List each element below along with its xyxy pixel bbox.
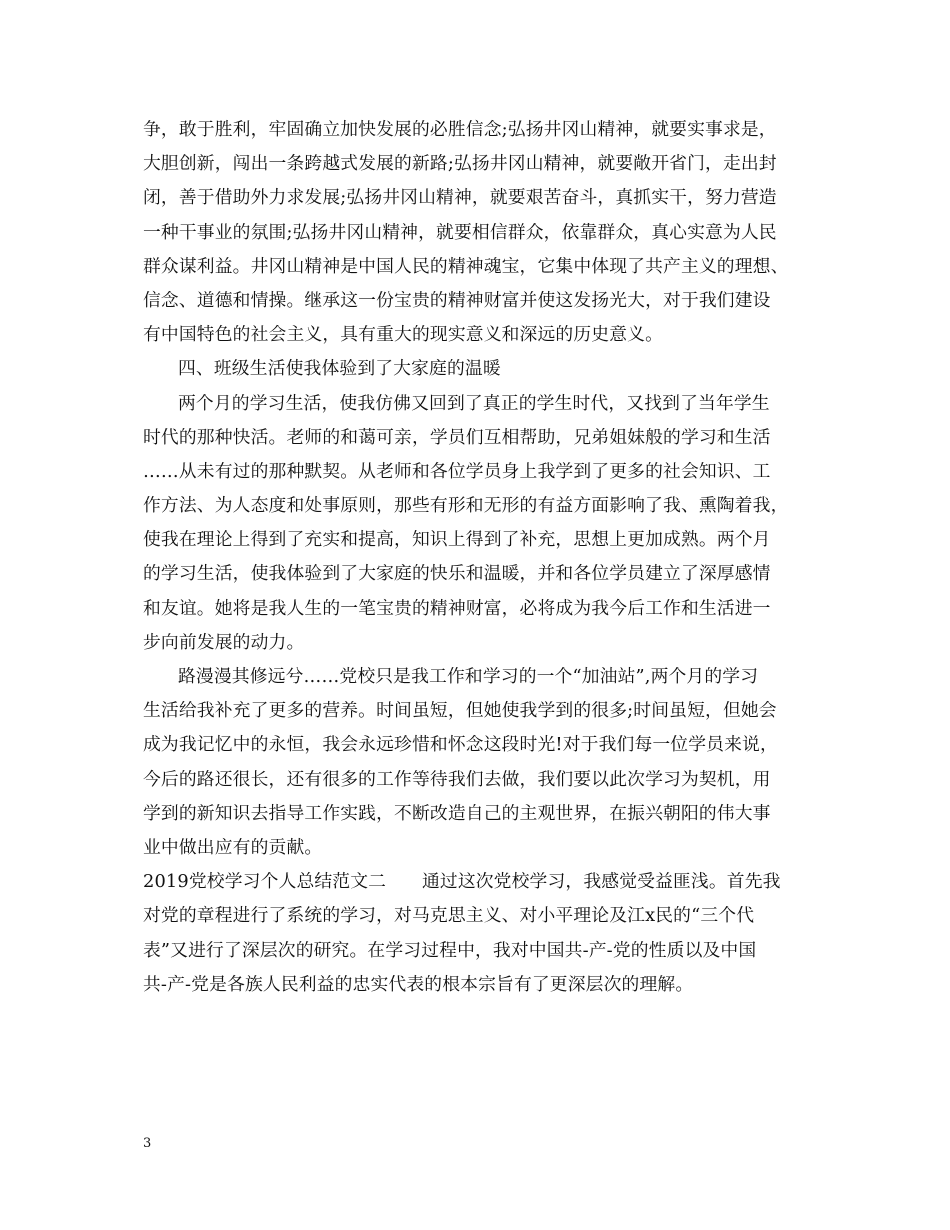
- text-line: 路漫漫其修远兮……党校只是我工作和学习的一个“加油站”,两个月的学习: [178, 666, 759, 687]
- section-heading: 四、班级生活使我体验到了大家庭的温暖: [178, 358, 501, 380]
- text-line: 表”又进行了深层次的研究。在学习过程中，我对中国共-产-党的性质以及中国: [143, 939, 757, 961]
- text-line: 生活给我补充了更多的营养。时间虽短，但她使我学到的很多;时间虽短，但她会: [143, 700, 777, 722]
- text-line: 学到的新知识去指导工作实践，不断改造自己的主观世界，在振兴朝阳的伟大事: [143, 802, 771, 824]
- text-line: 2019党校学习个人总结范文二 通过这次党校学习，我感觉受益匪浅。首先我: [143, 871, 781, 893]
- text-line: 有中国特色的社会主义，具有重大的现实意义和深远的历史意义。: [143, 324, 664, 346]
- text-line: ……从未有过的那种默契。从老师和各位学员身上我学到了更多的社会知识、工: [143, 460, 771, 482]
- text-line: 两个月的学习生活，使我仿佛又回到了真正的学生时代，又找到了当年学生: [178, 392, 770, 414]
- body-text: [143, 113, 811, 1002]
- text-line: 作方法、为人态度和处事原则，那些有形和无形的有益方面影响了我、熏陶着我，: [143, 495, 789, 517]
- page-number: 3: [143, 1136, 152, 1151]
- text-line: 一种干事业的氛围;弘扬井冈山精神，就要相信群众，依靠群众，真心实意为人民: [143, 221, 777, 243]
- text-line: 步向前发展的动力。: [143, 631, 305, 653]
- text-line: 使我在理论上得到了充实和提高，知识上得到了补充，思想上更加成熟。两个月: [143, 529, 771, 551]
- text-line: 群众谋利益。井冈山精神是中国人民的精神魂宝，它集中体现了共产主义的理想、: [143, 255, 789, 277]
- text-line: 今后的路还很长，还有很多的工作等待我们去做，我们要以此次学习为契机，用: [143, 768, 771, 790]
- text-line: 成为我记忆中的永恒，我会永远珍惜和怀念这段时光!对于我们每一位学员来说，: [143, 734, 778, 756]
- text-line: 时代的那种快活。老师的和蔼可亲，学员们互相帮助，兄弟姐妹般的学习和生活: [143, 426, 771, 448]
- text-line: 和友谊。她将是我人生的一笔宝贵的精神财富，必将成为我今后工作和生活进一: [143, 597, 771, 619]
- text-line: 闭，善于借助外力求发展;弘扬井冈山精神，就要艰苦奋斗，真抓实干，努力营造: [143, 187, 777, 209]
- text-line: 大胆创新，闯出一条跨越式发展的新路;弘扬井冈山精神，就要敞开省门，走出封: [143, 153, 777, 175]
- text-line: 的学习生活，使我体验到了大家庭的快乐和温暖，并和各位学员建立了深厚感情: [143, 563, 771, 585]
- text-line: 共-产-党是各族人民利益的忠实代表的根本宗旨有了更深层次的理解。: [143, 973, 694, 995]
- text-line: 争，敢于胜利，牢固确立加快发展的必胜信念;弘扬井冈山精神，就要实事求是，: [143, 119, 777, 140]
- text-line: 信念、道德和情操。继承这一份宝贵的精神财富并使这发扬光大，对于我们建设: [143, 289, 771, 311]
- text-line: 对党的章程进行了系统的学习，对马克思主义、对小平理论及江x民的“三个代: [143, 905, 755, 927]
- text-line: 业中做出应有的贡献。: [143, 836, 323, 858]
